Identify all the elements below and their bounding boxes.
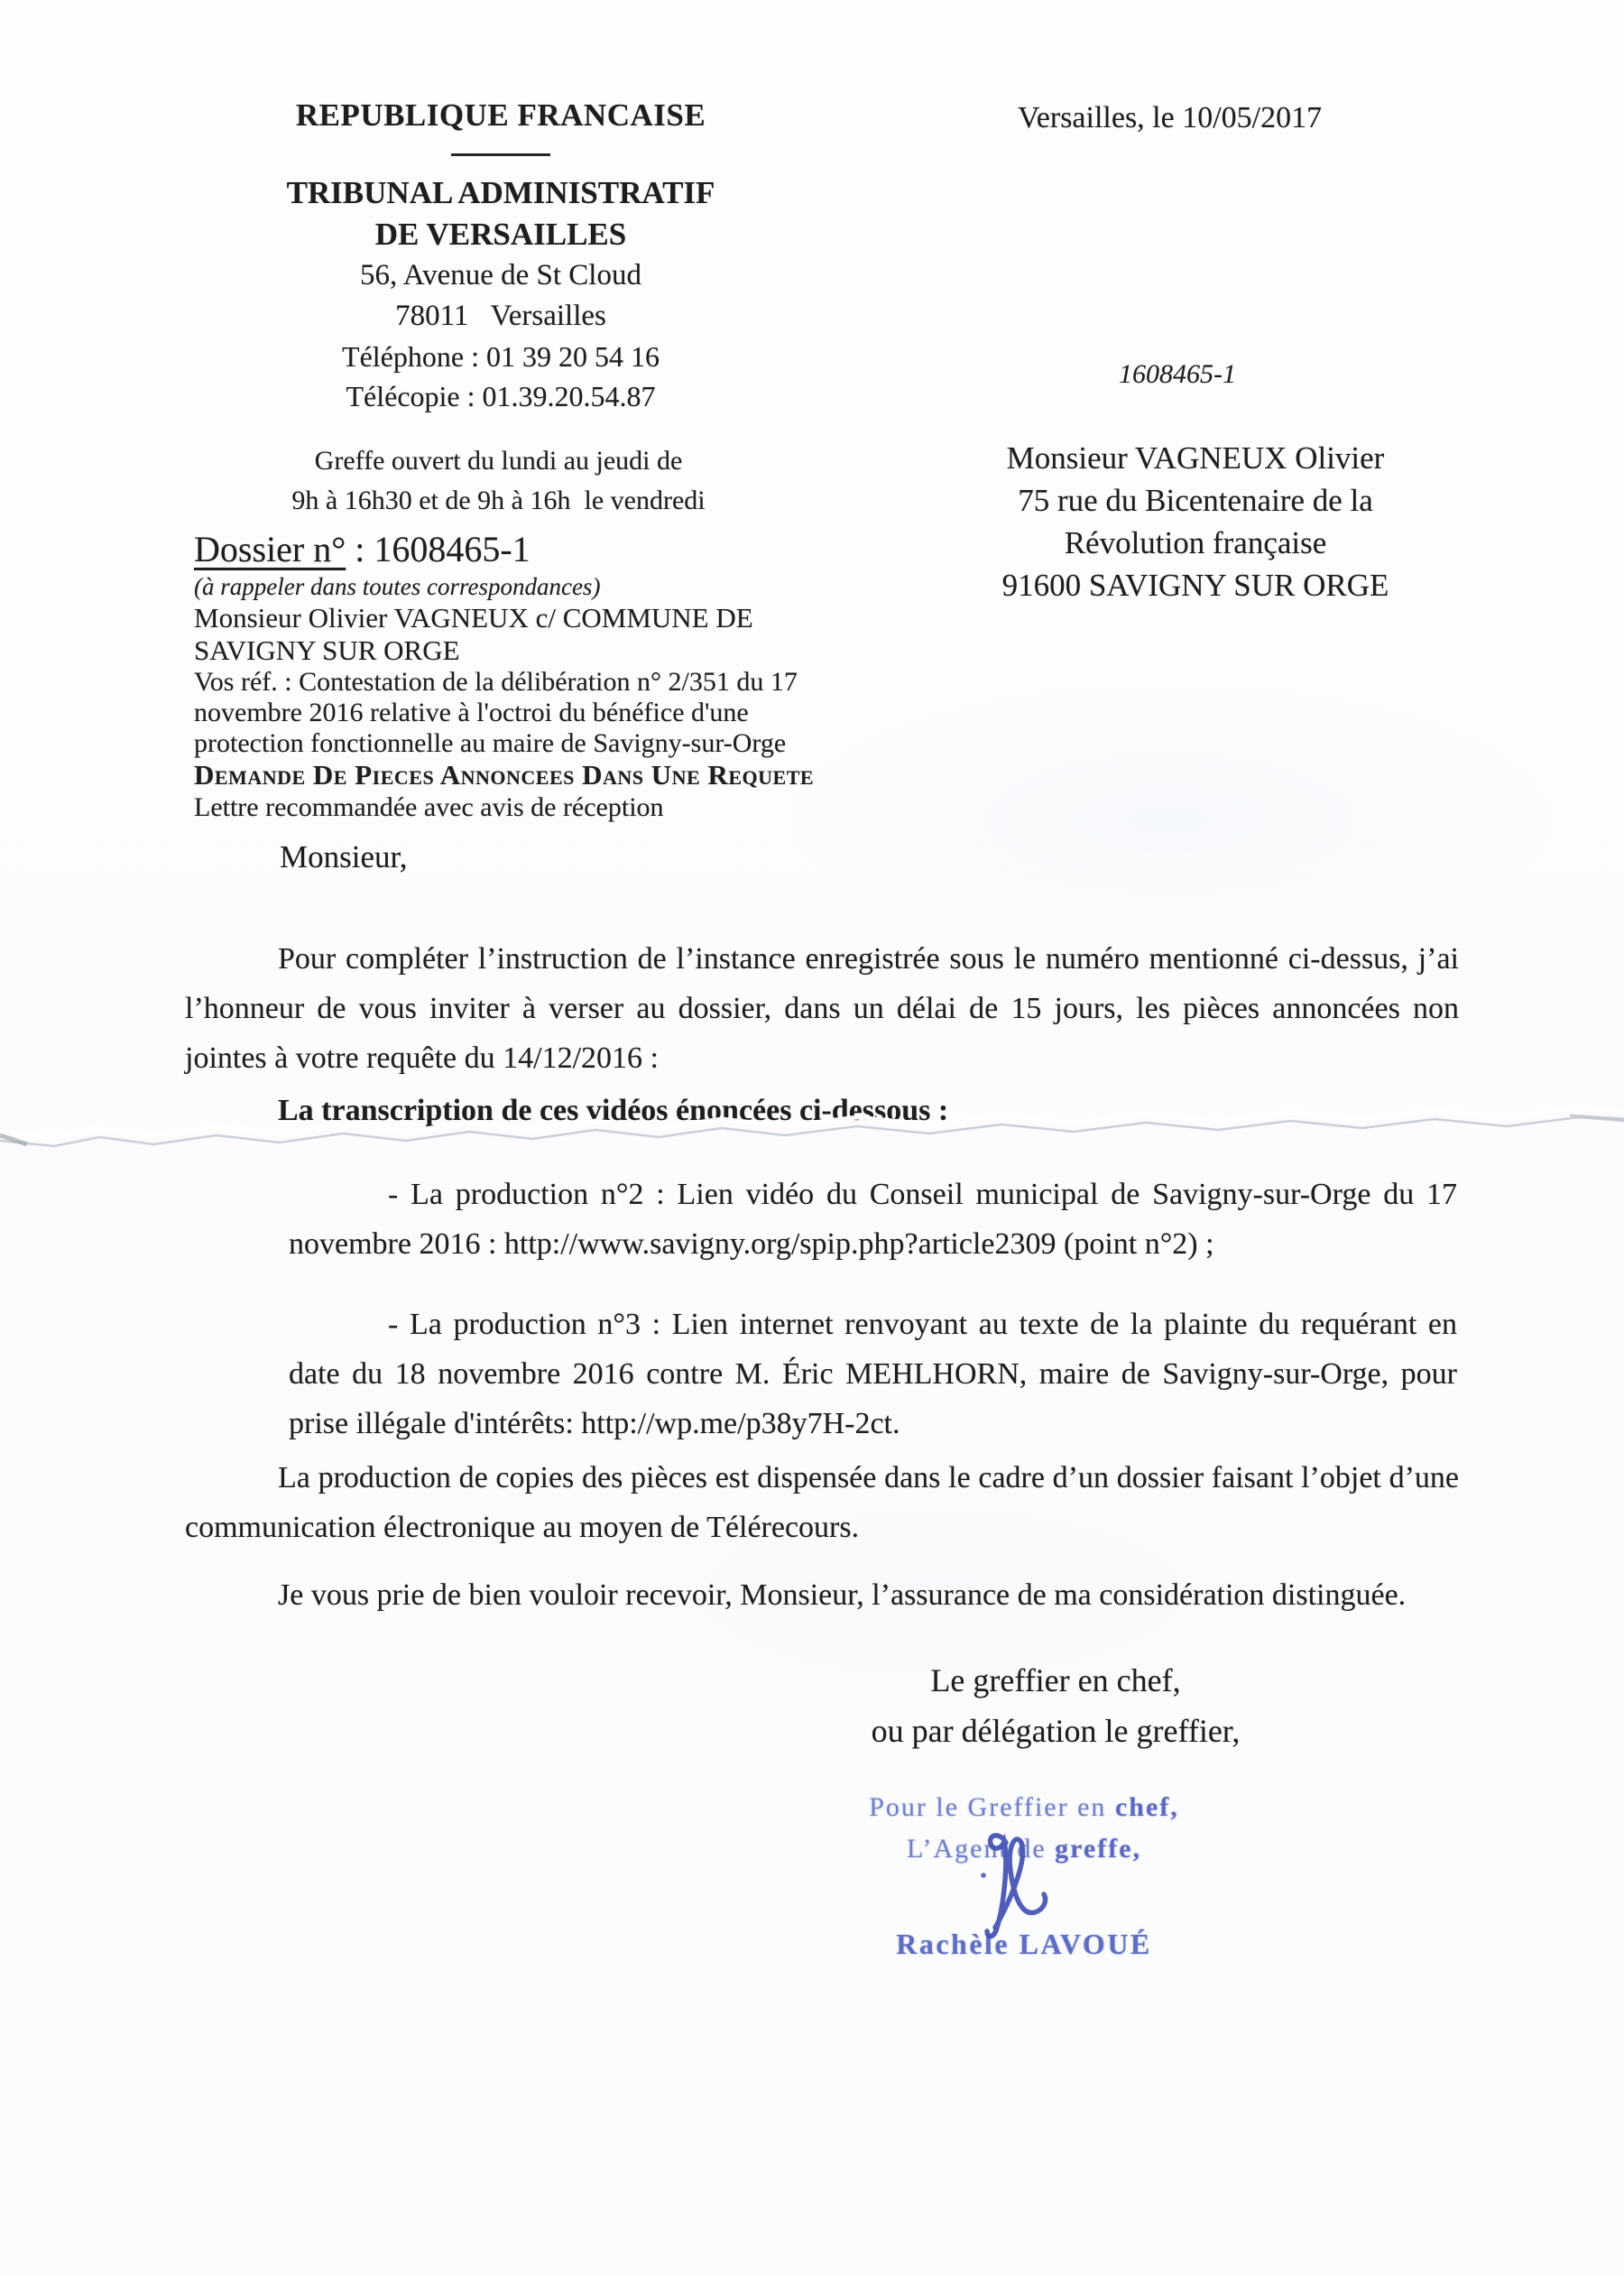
stamp-line1 <box>812 1787 1236 1828</box>
salutation: Monsieur, <box>280 839 408 874</box>
parties-line2: SAVIGNY SUR ORGE <box>194 634 460 666</box>
greffier-stamp-block <box>812 1787 1236 1870</box>
reminder-note: (à rappeler dans toutes correspondances) <box>194 573 601 600</box>
signature-ink-dot <box>981 1873 986 1878</box>
closing-line1: Le greffier en chef, <box>930 1662 1181 1698</box>
subject-line: Demande De Pieces Annoncees Dans Une Requete <box>194 759 815 791</box>
recipient-street: 75 rue du Bicentenaire de la <box>1018 483 1373 518</box>
closing-line2: ou par délégation le greffier, <box>871 1713 1241 1749</box>
production-item-3: - La production n°3 : Lien internet renvoyant au texte de la plainte du requérant en date du 18 novembre 2016 contre M. Éric MEHLHORN, maire de Savigny-sur-Orge, pour prise illégale d'intérêts: http://wp.me/p38y7H-2ct. <box>289 1308 1457 1440</box>
stamp-line1-normal: Pour le Greffier en <box>869 1792 1115 1822</box>
dossier-label: Dossier n° <box>194 529 346 569</box>
your-ref-line3: protection fonctionnelle au maire de Savigny-sur-Orge <box>194 728 787 758</box>
dossier-number-line <box>194 527 952 571</box>
header-divider <box>451 153 550 156</box>
republic-title: REPUBLIQUE FRANCAISE <box>295 97 706 133</box>
stamp-line1-bold: chef, <box>1114 1792 1179 1822</box>
paragraph-2: La production de copies des pièces est dispensée dans le cadre d’un dossier faisant l’objet d’une communication électronique au moyen de Télérecours. <box>185 1461 1459 1544</box>
stamp-line2-bold: greffe, <box>1055 1834 1142 1864</box>
paragraph-3: Je vous prie de bien vouloir recevoir, Monsieur, l’assurance de ma considération distinguée. <box>278 1578 1407 1612</box>
recipient-name: Monsieur VAGNEUX Olivier <box>1006 440 1385 476</box>
date-place-line: Versailles, le 10/05/2017 <box>1018 101 1323 134</box>
parties-line1: Monsieur Olivier VAGNEUX c/ COMMUNE DE <box>194 602 753 634</box>
case-ref-italic: 1608465-1 <box>1119 359 1236 389</box>
closing-block <box>794 1655 1317 1756</box>
paragraph-1: Pour compléter l’instruction de l’instance enregistrée sous le numéro mentionné ci-dessus, j’ai l’honneur de vous inviter à verser au dossier, dans un délai de 15 jours, les pièces annoncées non jointes à votre requête du 14/12/2016 : <box>185 942 1459 1075</box>
your-ref-line1: Vos réf. : Contestation de la délibération n° 2/351 du 17 <box>194 667 798 697</box>
transcription-heading: La transcription de ces vidéos énoncées ci-dessous : <box>278 1094 949 1127</box>
tribunal-name-line1: TRIBUNAL ADMINISTRATIF <box>286 175 715 210</box>
recipient-city: 91600 SAVIGNY SUR ORGE <box>1001 568 1389 603</box>
sender-fax: Télécopie : 01.39.20.54.87 <box>346 380 656 412</box>
sender-phone: Téléphone : 01 39 20 54 16 <box>342 340 660 373</box>
tribunal-name-line2: DE VERSAILLES <box>374 217 627 252</box>
sender-city: 78011 Versailles <box>395 300 606 332</box>
mail-type-line: Lettre recommandée avec avis de réception <box>194 792 664 822</box>
stamp-line2-normal: L’Agent de <box>906 1834 1056 1864</box>
office-hours-block <box>208 441 789 521</box>
dossier-number: : 1608465-1 <box>346 529 531 569</box>
your-ref-line2: novembre 2016 relative à l'octroi du bénéfice d'une <box>194 698 749 727</box>
office-hours-line2: 9h à 16h30 et de 9h à 16h le vendredi <box>291 486 706 515</box>
recipient-address-block <box>952 437 1439 606</box>
stamp-line2 <box>812 1828 1236 1870</box>
dossier-reference-block <box>194 527 952 824</box>
recipient-street2: Révolution française <box>1064 525 1327 560</box>
signer-name-stamp: Rachèle LAVOUÉ <box>896 1928 1152 1960</box>
office-hours-line1: Greffe ouvert du lundi au jeudi de <box>314 446 683 476</box>
sender-street: 56, Avenue de St Cloud <box>360 259 641 291</box>
sender-header-block <box>185 97 817 416</box>
production-item-2: - La production n°2 : Lien vidéo du Conseil municipal de Savigny-sur-Orge du 17 novembre 2016 : http://www.savigny.org/spip.php?article2309 (point n°2) ; <box>289 1178 1457 1261</box>
